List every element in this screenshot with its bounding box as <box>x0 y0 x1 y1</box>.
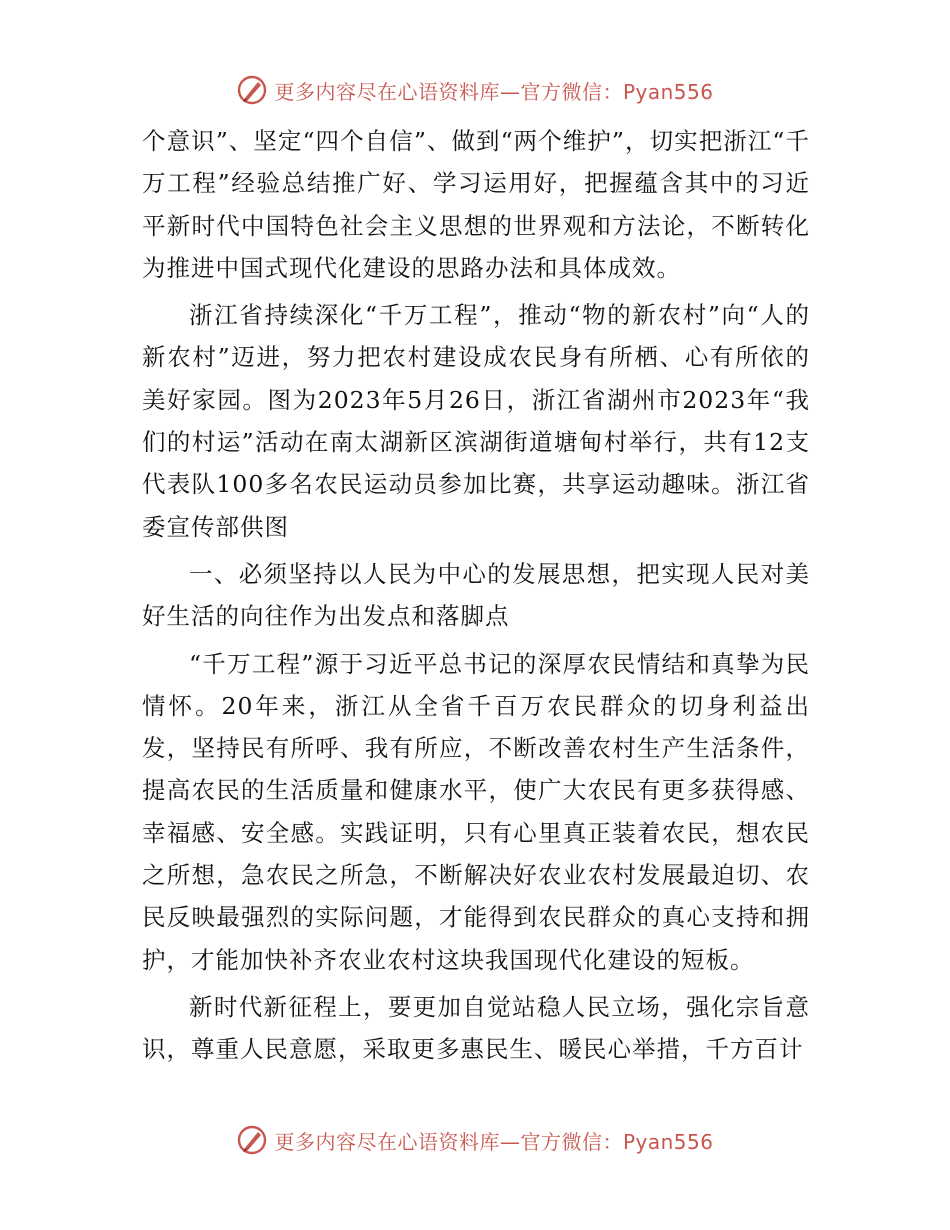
paragraph-5: 新时代新征程上，要更加自觉站稳人民立场，强化宗旨意识，尊重人民意愿，采取更多惠民生、暖民心举措，千方百计 <box>142 992 810 1064</box>
document-body <box>142 120 810 1076</box>
banner-text: 更多内容尽在心语资料库—官方微信：Pyan556 <box>274 1129 714 1154</box>
banner-text: 更多内容尽在心语资料库—官方微信：Pyan556 <box>274 79 714 104</box>
footer-banner <box>0 1118 950 1162</box>
pen-circle-logo-icon <box>236 74 268 106</box>
paragraph-4: “千万工程”源于习近平总书记的深厚农民情结和真挚为民情怀。20年来，浙江从全省千百万农民群众的切身利益出发，坚持民有所呼、我有所应，不断改善农村生产生活条件，提高农民的生活质量和健康水平，使广大农民有更多获得感、幸福感、安全感。实践证明，只有心里真正装着农民，想农民之所想，急农民之所急，不断解决好农业农村发展最迫切、农民反映最强烈的实际问题，才能得到农民群众的真心支持和拥护，才能加快补齐农业农村这块我国现代化建设的短板。 <box>142 649 810 974</box>
paragraph-3-heading: 一、必须坚持以人民为中心的发展思想，把实现人民对美好生活的向往作为出发点和落脚点 <box>142 559 810 631</box>
header-banner <box>0 68 950 112</box>
paragraph-1: 个意识”、坚定“四个自信”、做到“两个维护”，切实把浙江“千万工程”经验总结推广好、学习运用好，把握蕴含其中的习近平新时代中国特色社会主义思想的世界观和方法论，不断转化为推进中国式现代化建设的思路办法和具体成效。 <box>142 127 810 282</box>
pen-circle-logo-icon <box>236 1124 268 1156</box>
paragraph-2: 浙江省持续深化“千万工程”，推动“物的新农村”向“人的新农村”迈进，努力把农村建设成农民身有所栖、心有所依的美好家园。图为2023年5月26日，浙江省湖州市2023年“我们的村运”活动在南太湖新区滨湖街道塘甸村举行，共有12支代表队100多名农民运动员参加比赛，共享运动趣味。浙江省委宣传部供图 <box>142 301 810 541</box>
